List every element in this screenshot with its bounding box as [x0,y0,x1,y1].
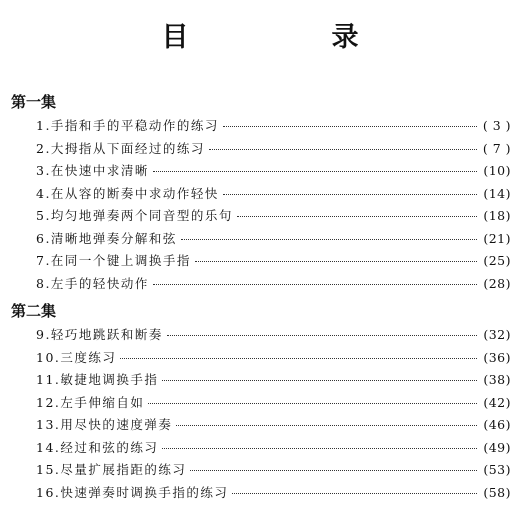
entry-title: 15.尽量扩展指距的练习 [36,462,187,477]
toc-entry[interactable] [11,205,511,228]
entry-page-number: (46) [483,417,511,432]
toc-entry[interactable] [11,183,511,206]
dot-leader [209,149,477,150]
entry-title: 9.轻巧地跳跃和断奏 [36,327,163,342]
entry-page-number: (14) [483,185,511,201]
entry-title: 14.经过和弦的练习 [36,439,159,455]
entry-title: 3.在快速中求清晰 [36,163,149,178]
entry-page-number: (42) [483,394,511,410]
entry-title: 10.三度练习 [36,349,117,365]
entry-title: 7.在同一个键上调换手指 [36,253,191,268]
dot-leader [153,284,477,285]
toc-entry[interactable] [11,482,511,505]
entry-title: 5.均匀地弹奏两个同音型的乐句 [36,208,233,223]
entry-title: 8.左手的轻快动作 [36,275,149,291]
dot-leader [237,216,477,217]
entry-title: 13.用尽快的速度弹奏 [36,417,173,432]
entry-list [11,324,511,504]
dot-leader [223,194,477,195]
entry-title: 1.手指和手的平稳动作的练习 [36,118,219,133]
entry-title: 12.左手伸缩自如 [36,394,145,410]
dot-leader [190,470,477,471]
toc-entry[interactable] [11,369,511,392]
entry-title: 16.快速弹奏时调换手指的练习 [36,484,229,500]
dot-leader [148,403,477,404]
entry-title: 2.大拇指从下面经过的练习 [36,140,205,156]
entry-title: 4.在从容的断奏中求动作轻快 [36,185,219,201]
entry-page-number: (25) [483,253,511,268]
toc-entry[interactable] [11,273,511,296]
dot-leader [232,493,477,494]
toc-entry[interactable] [11,250,511,273]
section-heading: 第一集 [11,93,57,111]
toc-entry[interactable] [11,324,511,347]
entry-page-number: (58) [483,484,511,500]
entry-list [11,115,511,295]
dot-leader [162,448,477,449]
section-volume-1 [11,92,511,295]
toc-entry[interactable] [11,138,511,161]
toc-entry[interactable] [11,437,511,460]
toc-entry[interactable] [11,115,511,138]
entry-page-number: ( 7 ) [482,140,511,156]
entry-page-number: (32) [483,327,511,342]
entry-page-number: ( 3 ) [482,118,511,133]
entry-page-number: (28) [483,275,511,291]
entry-page-number: (53) [483,462,511,477]
entry-page-number: (49) [483,439,511,455]
page-title: 目 录 [161,22,417,53]
dot-leader [153,171,477,172]
toc-entry[interactable] [11,160,511,183]
section-volume-2 [11,301,511,504]
toc-entry[interactable] [11,414,511,437]
entry-page-number: (10) [483,163,511,178]
entry-page-number: (38) [483,372,511,387]
toc-entry[interactable] [11,228,511,251]
toc-entry[interactable] [11,459,511,482]
entry-page-number: (36) [483,349,511,365]
dot-leader [120,358,477,359]
dot-leader [181,239,477,240]
entry-page-number: (18) [483,208,511,223]
dot-leader [195,261,477,262]
entry-page-number: (21) [483,230,511,246]
entry-title: 6.清晰地弹奏分解和弦 [36,230,177,246]
entry-title: 11.敏捷地调换手指 [36,372,159,387]
dot-leader [162,380,477,381]
section-heading: 第二集 [11,302,57,320]
toc-entry[interactable] [11,347,511,370]
dot-leader [167,335,477,336]
toc-entry[interactable] [11,392,511,415]
dot-leader [176,425,477,426]
dot-leader [223,126,477,127]
